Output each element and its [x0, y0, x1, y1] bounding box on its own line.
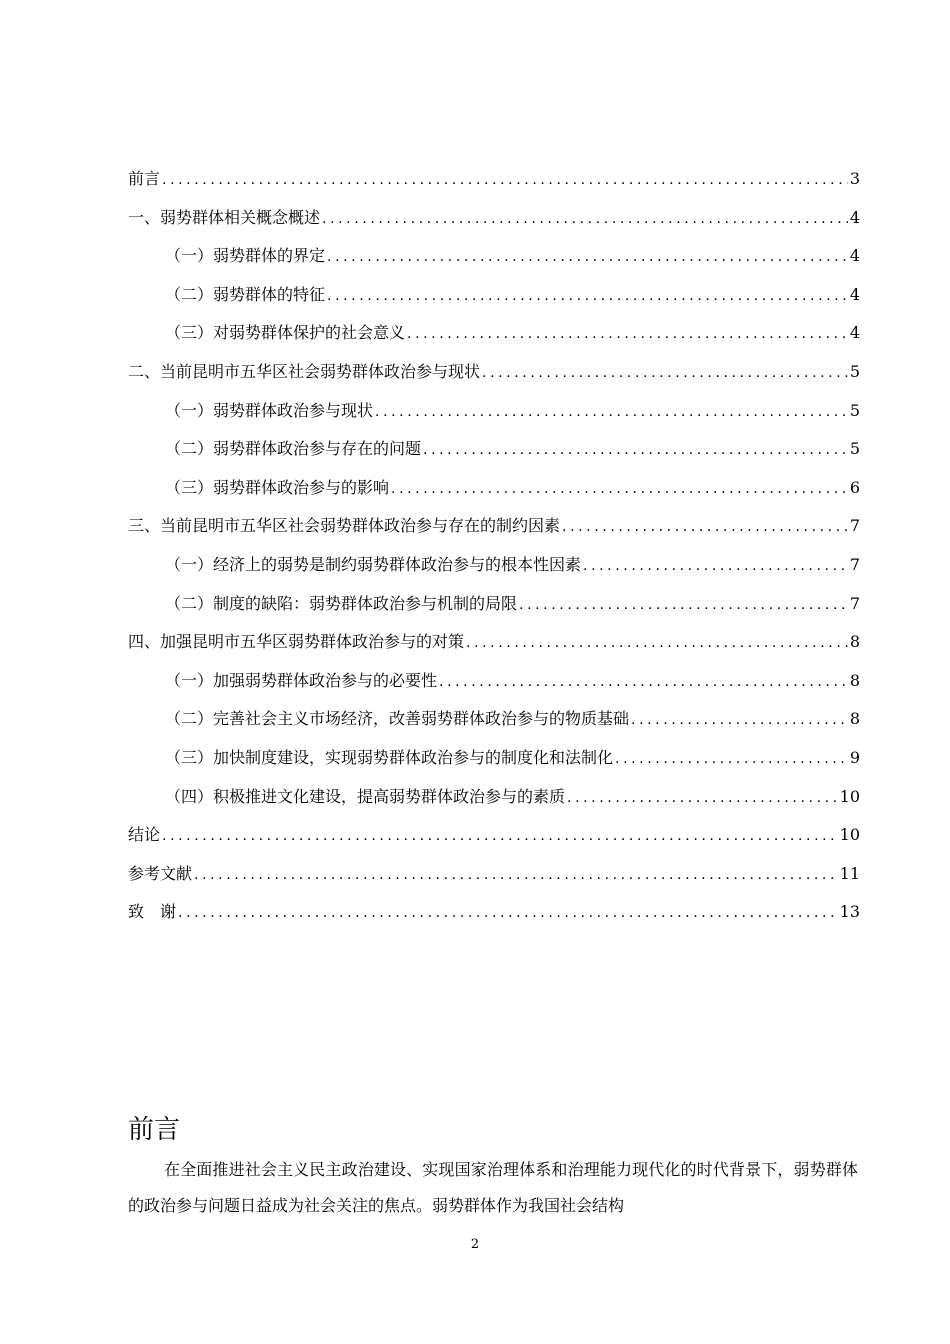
toc-entry-title: （二）完善社会主义市场经济，改善弱势群体政治参与的物质基础 — [165, 709, 630, 729]
toc-dot-leader — [567, 779, 838, 818]
toc-dot-leader — [519, 586, 848, 625]
toc-entry-title: （三）对弱势群体保护的社会意义 — [165, 323, 406, 343]
toc-entry-2-2[interactable] — [128, 430, 860, 469]
toc-entry-page: 7 — [849, 593, 860, 613]
toc-dot-leader — [391, 470, 848, 509]
toc-entry-title: （三）加快制度建设，实现弱势群体政治参与的制度化和法制化 — [165, 747, 614, 767]
toc-entry-page: 6 — [849, 477, 860, 497]
toc-entry-4-4[interactable] — [128, 778, 860, 817]
section-heading: 前言 — [128, 1115, 181, 1145]
toc-entry-page: 13 — [839, 902, 860, 922]
body-paragraph: 在全面推进社会主义民主政治建设、实现国家治理体系和治理能力现代化的时代背景下，弱势群体的政治参与问题日益成为社会关注的焦点。弱势群体作为我国社会结构 — [128, 1160, 858, 1215]
toc-dot-leader — [375, 393, 848, 432]
toc-dot-leader — [423, 431, 848, 470]
toc-entry-title: 一、弱势群体相关概念概述 — [128, 207, 321, 227]
page-number: 2 — [470, 1237, 480, 1252]
toc-entry-page: 4 — [849, 323, 860, 343]
toc-entry-acknowledgements[interactable] — [128, 893, 860, 932]
toc-entry-title: （四）积极推进文化建设，提高弱势群体政治参与的素质 — [165, 786, 566, 806]
toc-entry-chapter-2[interactable] — [128, 353, 860, 392]
toc-entry-title: 二、当前昆明市五华区社会弱势群体政治参与现状 — [128, 361, 481, 381]
toc-entry-2-3[interactable] — [128, 469, 860, 508]
toc-entry-page: 8 — [849, 632, 860, 652]
toc-entry-title: （一）弱势群体政治参与现状 — [165, 400, 374, 420]
toc-dot-leader — [178, 894, 838, 933]
toc-entry-title: 四、加强昆明市五华区弱势群体政治参与的对策 — [128, 632, 465, 652]
toc-dot-leader — [162, 817, 838, 856]
toc-entry-4-2[interactable] — [128, 700, 860, 739]
toc-entry-page: 9 — [849, 747, 860, 767]
toc-entry-title: 参考文献 — [128, 863, 193, 883]
table-of-contents — [128, 160, 860, 932]
toc-entry-page: 3 — [849, 169, 860, 188]
toc-entry-1-3[interactable] — [128, 314, 860, 353]
toc-entry-page: 4 — [849, 207, 860, 227]
toc-entry-title: 前言 — [128, 169, 161, 188]
toc-entry-title: 结论 — [128, 825, 161, 845]
toc-entry-1-2[interactable] — [128, 276, 860, 315]
toc-entry-title: （一）经济上的弱势是制约弱势群体政治参与的根本性因素 — [165, 554, 582, 574]
toc-entry-chapter-1[interactable] — [128, 199, 860, 238]
toc-entry-page: 5 — [849, 400, 860, 420]
toc-dot-leader — [194, 856, 838, 895]
toc-entry-3-2[interactable] — [128, 585, 860, 624]
toc-entry-title: （一）加强弱势群体政治参与的必要性 — [165, 670, 438, 690]
toc-entry-title: （一）弱势群体的界定 — [165, 246, 326, 266]
toc-entry-conclusion[interactable] — [128, 816, 860, 855]
toc-dot-leader — [482, 354, 848, 393]
toc-entry-page: 4 — [849, 284, 860, 304]
toc-entry-title: （三）弱势群体政治参与的影响 — [165, 477, 390, 497]
toc-dot-leader — [327, 277, 848, 316]
toc-entry-title: 三、当前昆明市五华区社会弱势群体政治参与存在的制约因素 — [128, 516, 561, 536]
toc-dot-leader — [583, 547, 848, 586]
toc-entry-title: （二）制度的缺陷：弱势群体政治参与机制的局限 — [165, 593, 518, 613]
toc-entry-page: 7 — [849, 554, 860, 574]
toc-entry-1-1[interactable] — [128, 237, 860, 276]
toc-entry-page: 5 — [849, 439, 860, 459]
toc-entry-preface[interactable] — [128, 160, 860, 199]
toc-dot-leader — [562, 508, 848, 547]
toc-entry-page: 5 — [849, 361, 860, 381]
toc-entry-title: 致 谢 — [128, 902, 177, 922]
toc-entry-3-1[interactable] — [128, 546, 860, 585]
toc-dot-leader — [631, 701, 848, 740]
toc-entry-references[interactable] — [128, 855, 860, 894]
toc-entry-chapter-3[interactable] — [128, 507, 860, 546]
toc-entry-page: 4 — [849, 246, 860, 266]
toc-entry-page: 10 — [839, 786, 860, 806]
toc-entry-page: 7 — [849, 516, 860, 536]
toc-entry-title: （二）弱势群体政治参与存在的问题 — [165, 439, 422, 459]
toc-entry-page: 10 — [839, 825, 860, 845]
toc-dot-leader — [439, 663, 848, 702]
toc-dot-leader — [327, 238, 848, 277]
toc-entry-title: （二）弱势群体的特征 — [165, 284, 326, 304]
toc-dot-leader — [162, 161, 848, 200]
toc-entry-2-1[interactable] — [128, 392, 860, 431]
toc-entry-4-3[interactable] — [128, 739, 860, 778]
toc-dot-leader — [322, 200, 848, 239]
toc-dot-leader — [407, 315, 848, 354]
toc-dot-leader — [466, 624, 848, 663]
toc-entry-4-1[interactable] — [128, 662, 860, 701]
toc-entry-page: 8 — [849, 670, 860, 690]
toc-entry-chapter-4[interactable] — [128, 623, 860, 662]
toc-entry-page: 8 — [849, 709, 860, 729]
toc-entry-page: 11 — [839, 863, 860, 883]
toc-dot-leader — [615, 740, 848, 779]
